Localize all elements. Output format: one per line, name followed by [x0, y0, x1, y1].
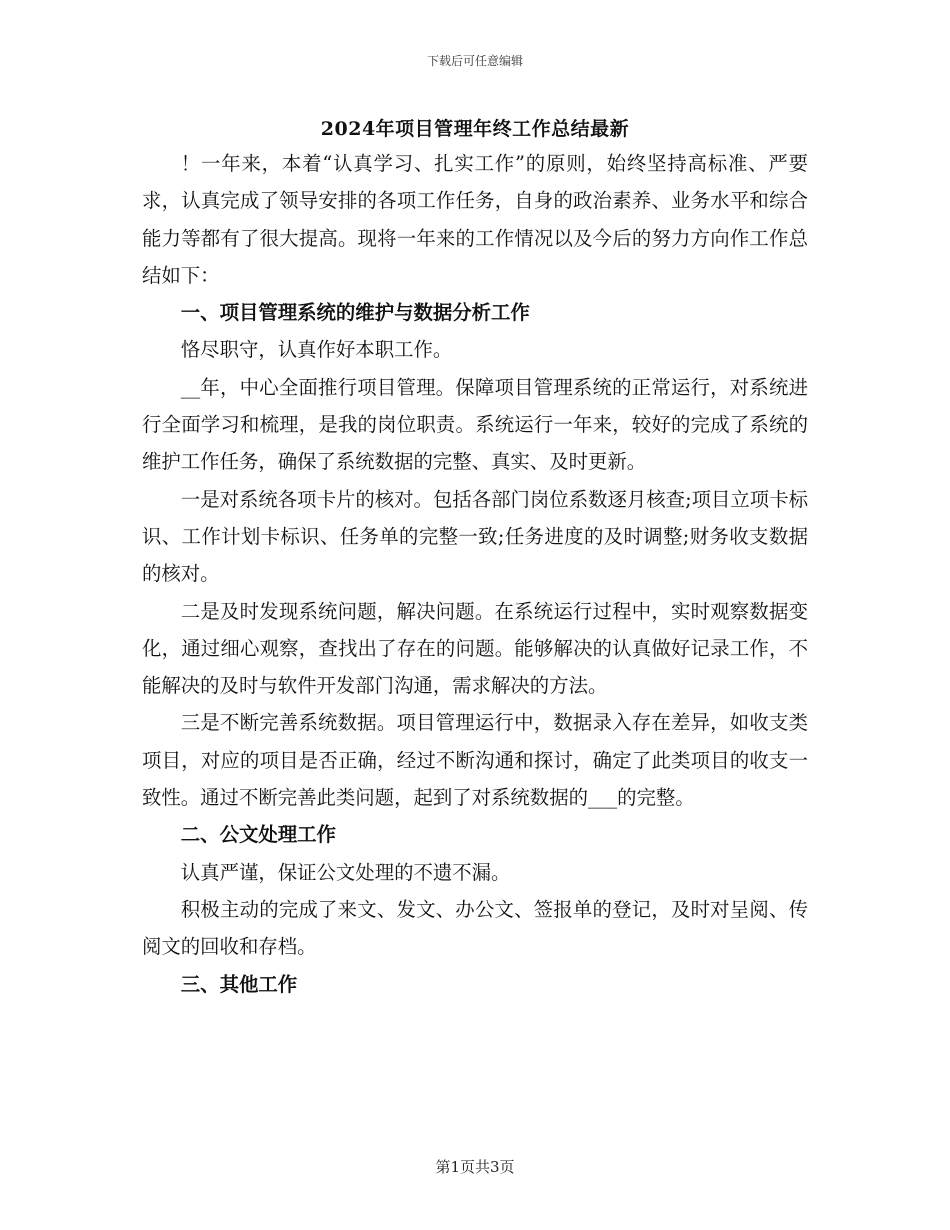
document-title: 2024年项目管理年终工作总结最新: [320, 118, 630, 140]
paragraph: 认真严谨，保证公文处理的不遗不漏。: [180, 860, 511, 884]
paragraph: 一是对系统各项卡片的核对。包括各部门岗位系数逐月核查;项目立项卡标识、工作计划卡标识、任务单的完整一致;任务进度的及时调整;财务收支数据的核对。: [142, 487, 808, 586]
section-heading-1: 一、项目管理系统的维护与数据分析工作: [180, 301, 530, 325]
paragraph: 三是不断完善系统数据。项目管理运行中，数据录入存在差异，如收支类项目，对应的项目是否正确，经过不断沟通和探讨，确定了此类项目的收支一致性。通过不断完善此类问题，起到了对系统数据的___的完整。: [142, 711, 808, 810]
header-note: 下载后可任意编辑: [426, 54, 523, 68]
paragraph: 二是及时发现系统问题，解决问题。在系统运行过程中，实时观察数据变化，通过细心观察，查找出了存在的问题。能够解决的认真做好记录工作，不能解决的及时与软件开发部门沟通，需求解决的方法。: [142, 599, 808, 698]
page-number: 第1页共3页: [435, 1158, 515, 1176]
paragraph: 积极主动的完成了来文、发文、办公文、签报单的登记，及时对呈阅、传阅文的回收和存档。: [142, 897, 808, 959]
paragraph: 恪尽职守，认真作好本职工作。: [180, 338, 453, 362]
section-heading-2: 二、公文处理工作: [180, 823, 336, 847]
document-body: [142, 145, 808, 1003]
paragraph-intro: ！一年来，本着“认真学习、扎实工作”的原则，始终坚持高标准、严要求，认真完成了领导安排的各项工作任务，自身的政治素养、业务水平和综合能力等都有了很大提高。现将一年来的工作情况以及今后的努力方向作工作总结如下：: [142, 152, 808, 287]
section-heading-3: 三、其他工作: [180, 972, 298, 996]
paragraph: __年，中心全面推行项目管理。保障项目管理系统的正常运行，对系统进行全面学习和梳理，是我的岗位职责。系统运行一年来，较好的完成了系统的维护工作任务，确保了系统数据的完整、真实、及时更新。: [142, 375, 808, 474]
